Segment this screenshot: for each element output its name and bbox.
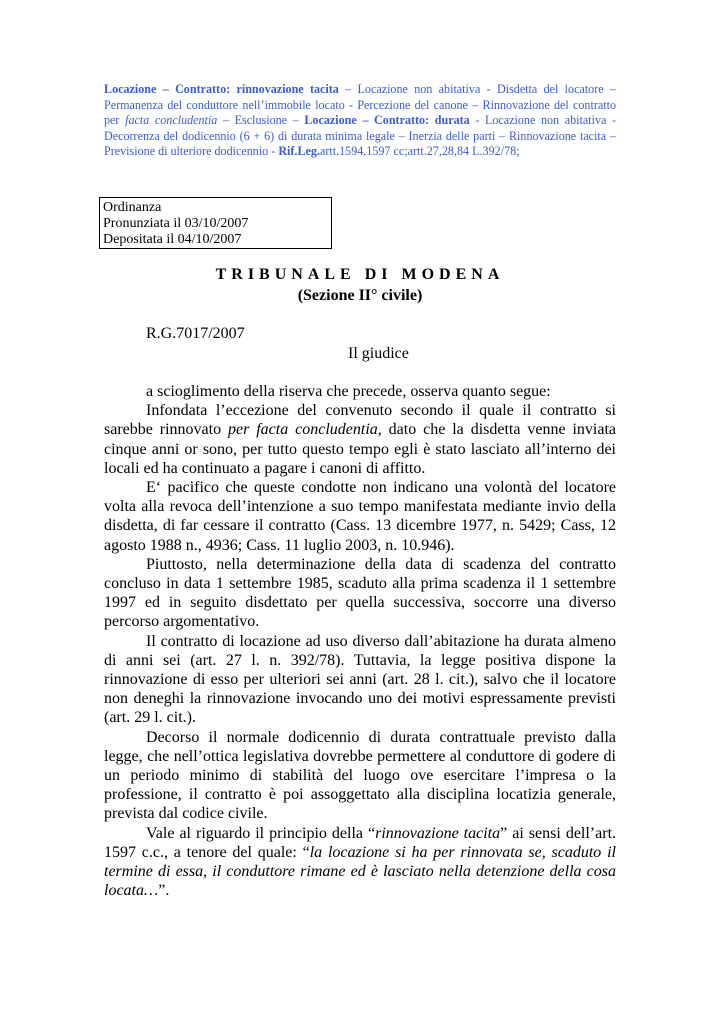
court-section: (Sezione II° civile)	[297, 287, 423, 304]
paragraph-2	[104, 401, 616, 478]
court-header	[104, 264, 616, 306]
massima-keyword-1: Locazione – Contratto: rinnovazione tacita	[104, 82, 339, 96]
paragraph-7-text-c: ”.	[158, 882, 170, 900]
paragraph-7-quote: la locazione si ha per rinnovata se, scaduto il termine di essa, il conduttore rimane ed è lasciato nella detenzione della cosa locata…	[104, 843, 616, 900]
ordinance-body	[104, 382, 616, 900]
massima-rifleg-label: Rif.Leg.	[278, 144, 320, 159]
paragraph-4: Piuttosto, nella determinazione della data di scadenza del contratto concluso in data 1 settembre 1985, scaduto alla prima scadenza il 1 settembre 1997 ed in seguito disdettato per quella successiva, soccorre una diverso percorso argomentativo.	[104, 555, 616, 631]
massima-text-2: – Esclusione –	[217, 113, 305, 128]
paragraph-7	[104, 824, 616, 901]
ordinance-type: Ordinanza	[103, 200, 162, 215]
paragraph-3: E‘ pacifico che queste condotte non indicano una volontà del locatore volta alla revoca dell’intenzione a suo tempo manifestata mediante invio della disdetta, di far cessare il contratto (Cass. 13 dicembre 1977, n. 5429; Cass, 12 agosto 1988 n., 4936; Cass. 11 luglio 2003, n. 10.946).	[104, 479, 616, 554]
paragraph-2-italic: per facta concludentia	[228, 421, 378, 439]
ordinance-info-box	[99, 197, 332, 249]
paragraph-6: Decorso il normale dodicennio di durata contrattuale previsto dalla legge, che nell’ottica legislativa dovrebbe permettere al conduttore di godere di un periodo minimo di stabilità del luogo ove esercitare l’impresa o la professione, il contratto è poi assoggettato alla disciplina locatizia generale, prevista dal codice civile.	[104, 728, 616, 823]
paragraph-7-text-b: ” ai sensi dell’art. 1597 c.c., a tenore del quale: “	[104, 824, 617, 861]
massima-rifleg-text: artt.1594,1597 cc;artt.27,28,84 L.392/78;	[319, 144, 520, 159]
massima-text-1: – Locazione non abitativa - Disdetta del locatore – Permanenza del conduttore nell’immobile locato - Percezione del canone – Rinnovazione del contratto per	[104, 82, 616, 128]
massima-summary	[104, 82, 616, 160]
paragraph-7-text-a: Vale al riguardo il principio della “	[146, 824, 376, 842]
paragraph-7-italic-a: rinnovazione tacita	[375, 824, 501, 842]
paragraph-2-text-b: , dato che la disdetta venne inviata cinque anni or sono, per tutto questo tempo egli è stato lasciato all’interno dei locali ed ha continuato a pagare i canoni di affitto.	[104, 421, 617, 477]
judge-label: Il giudice	[348, 345, 409, 362]
massima-italic-1: facta concludentia	[125, 113, 218, 128]
massima-text-3: - Locazione non abitativa - Decorrenza del dodicennio (6 + 6) di durata minima legale – Inerzia delle parti – Rinnovazione tacita – Previsione di ulteriore dodicennio -	[104, 113, 617, 159]
paragraph-5: Il contratto di locazione ad uso diverso dall’abitazione ha durata almeno di anni sei (art. 27 l. n. 392/78). Tuttavia, la legge positiva dispone la rinnovazione di esso per ulteriori sei anni (art. 28 l. cit.), salvo che il locatore non deneghi la rinnovazione invocando uno dei motivi espressamente previsti (art. 29 l. cit.).	[104, 632, 616, 727]
paragraph-2-text-a: Infondata l’eccezione del convenuto secondo il quale il contratto si sarebbe rinnovato	[104, 402, 616, 439]
paragraph-1: a scioglimento della riserva che precede, osserva quanto segue:	[146, 383, 551, 400]
filed-date: Depositata il 04/10/2007	[103, 232, 242, 247]
massima-keyword-2: Locazione – Contratto: durata	[304, 113, 470, 128]
court-name: TRIBUNALE DI MODENA	[215, 266, 505, 283]
pronounced-date: Pronunziata il 03/10/2007	[103, 216, 249, 231]
case-number: R.G.7017/2007	[146, 325, 245, 342]
